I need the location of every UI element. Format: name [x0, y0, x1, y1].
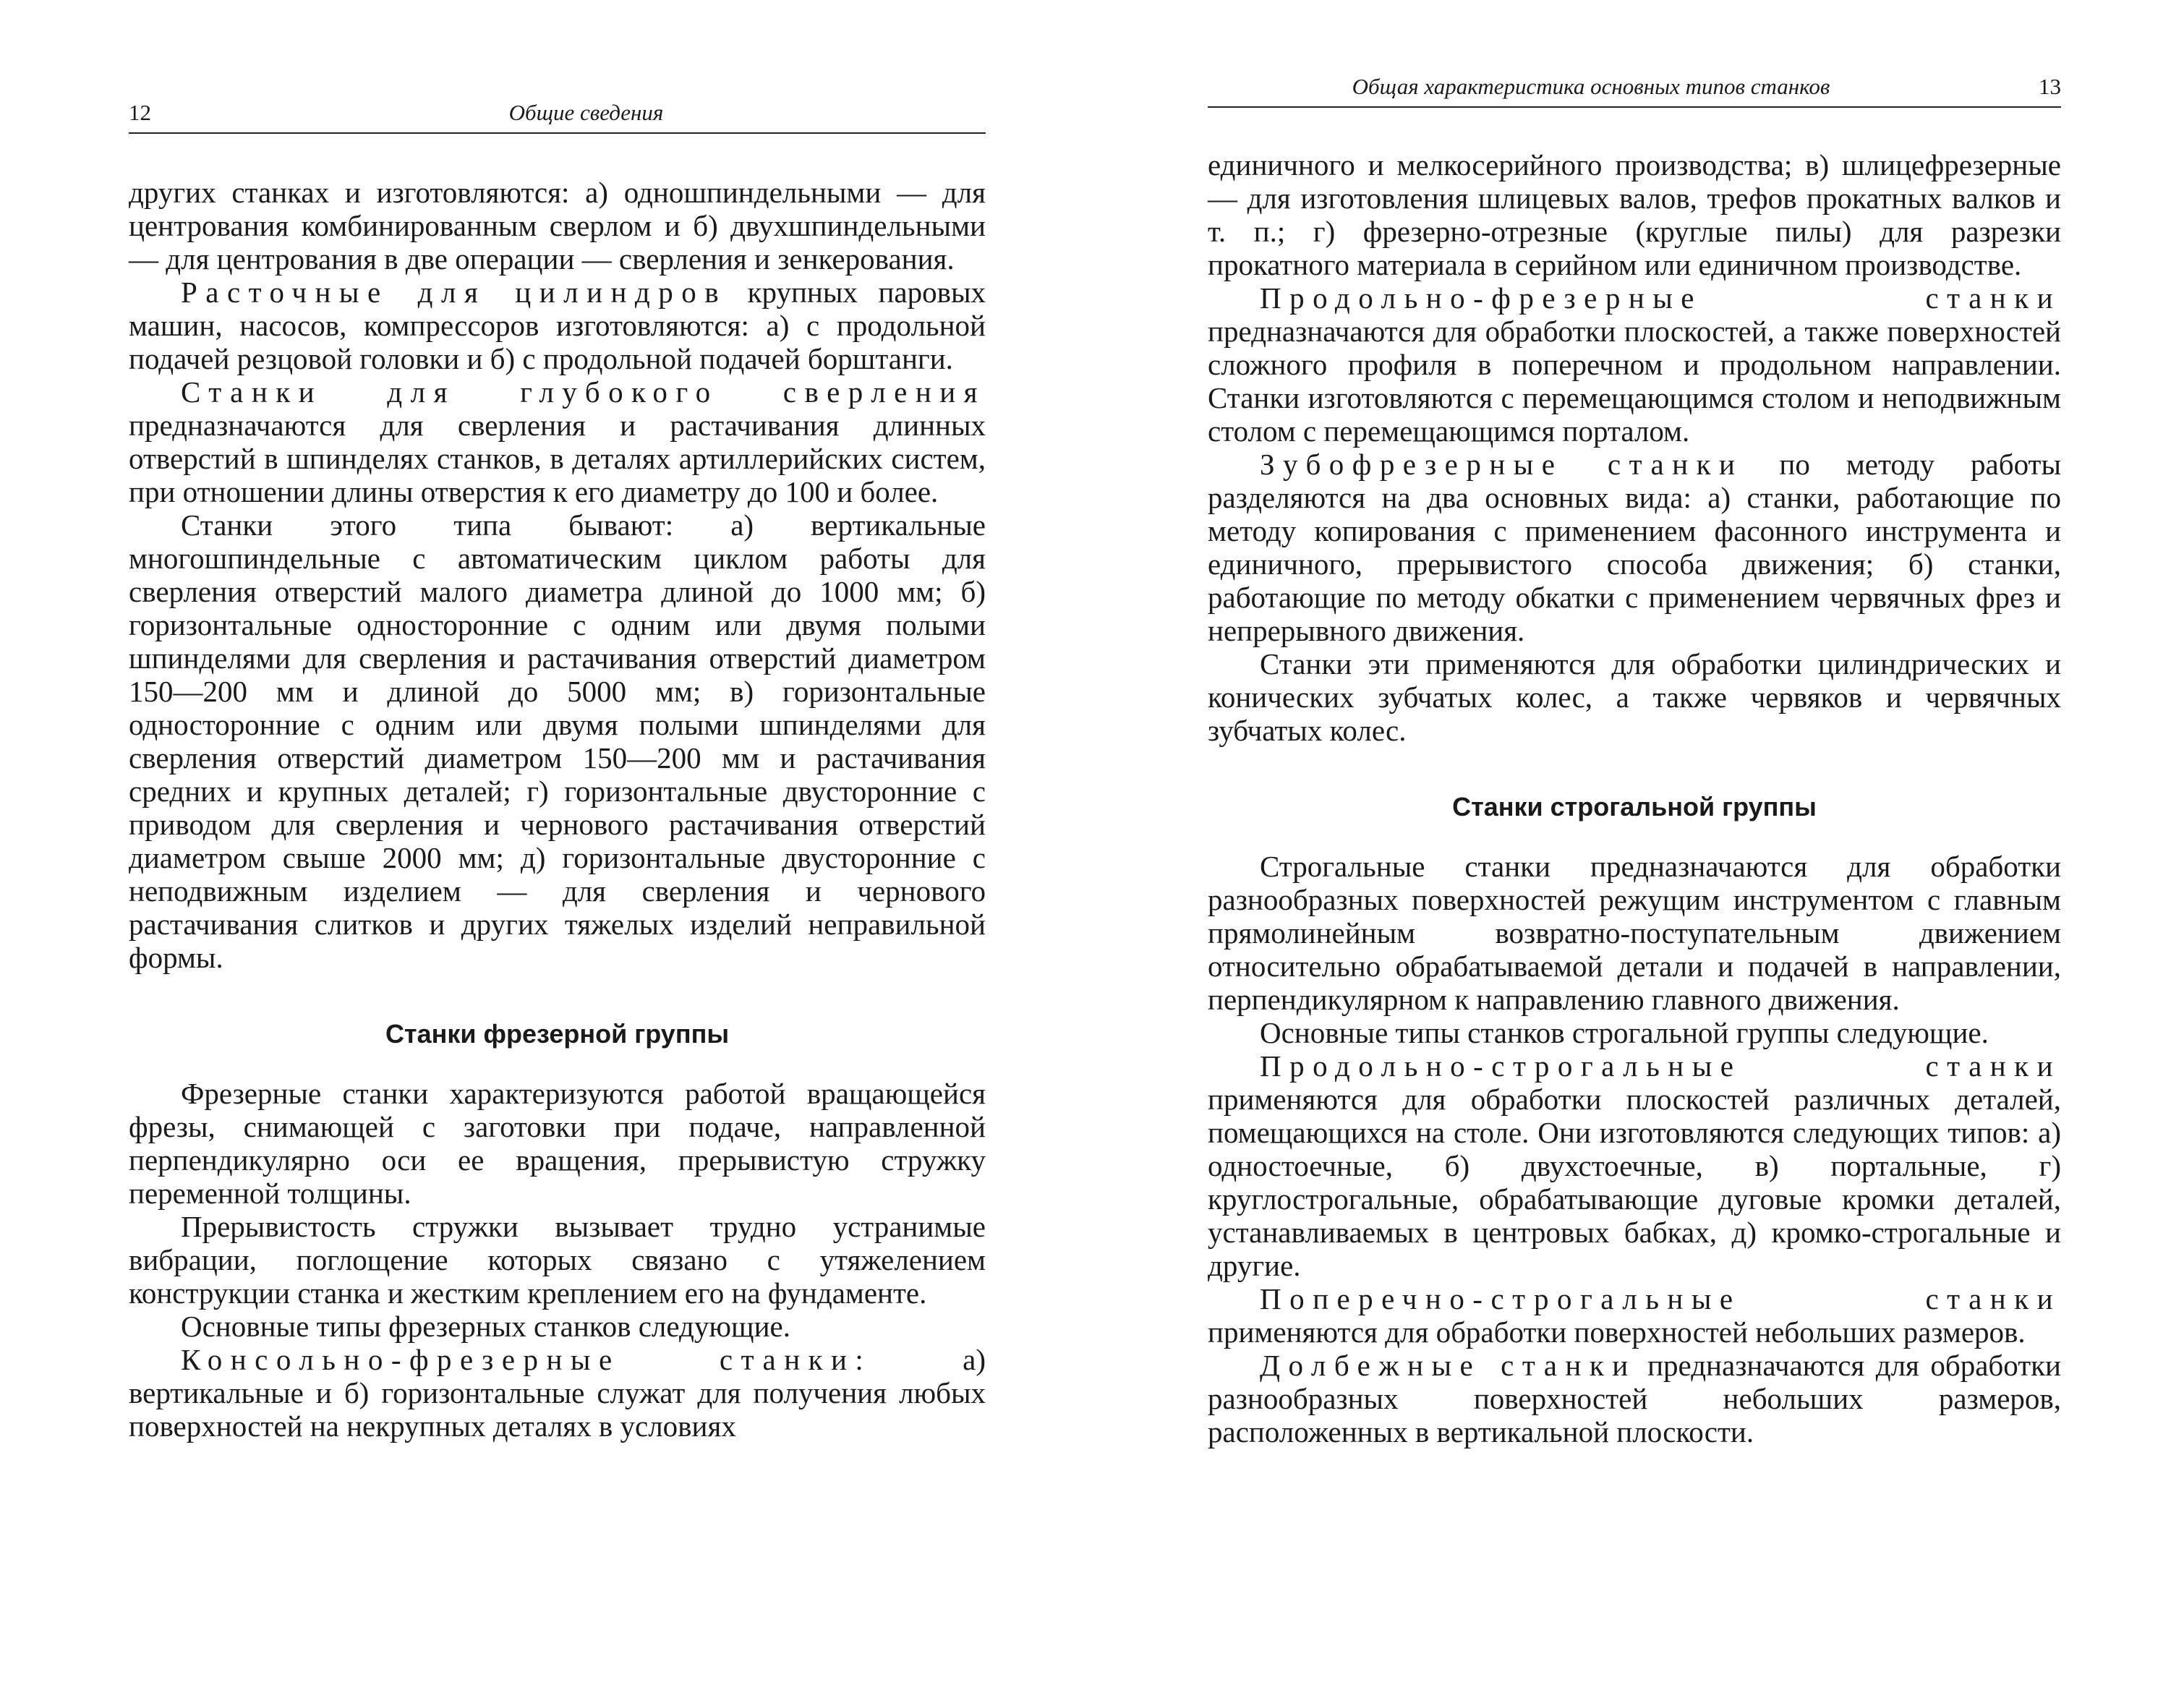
paragraph-text: предназначаются для сверления и растачивания длинных отверстий в шпинделях станков, в деталях артиллерийских систем, при отношении длины отверстия к его диаметру до 100 и более. — [129, 409, 986, 508]
page-number: 12 — [129, 100, 151, 125]
paragraph — [129, 1343, 986, 1443]
spaced-term: Расточные для цилиндров — [181, 276, 728, 309]
section-heading: Станки строгальной группы — [1452, 792, 1817, 822]
header-rule — [1208, 106, 2061, 108]
paragraph: Прерывистость стружки вызывает трудно устранимые вибрации, поглощение которых связано с утяжелением конструкции станка и жестким креплением его на фундаменте. — [129, 1210, 986, 1310]
left-page-header — [129, 98, 986, 127]
paragraph-text: по методу работы разделяются на два основных вида: а) станки, работающие по методу копирования с применением фасонного инструмента и единичного, прерывистого способа движения; б) станки, работающие по методу обкатки с применением червячных фрез и непрерывного движения. — [1208, 448, 2062, 647]
spaced-term: Зубофрезерные станки — [1260, 448, 1744, 481]
spaced-term: Продольно-строгальные станки — [1260, 1049, 2061, 1083]
paragraph-text: применяются для обработки плоскостей различных деталей, помещающихся на столе. Они изготовляются следующих типов: а) одностоечные, б) двухстоечные, в) портальные, г) круглострогальные, обрабатывающие дуговые кромки деталей, устанавливаемых в центровых бабках, д) кромко-строгальные и другие. — [1208, 1083, 2061, 1282]
left-page-body — [129, 176, 986, 1443]
paragraph — [1208, 1282, 2061, 1349]
spaced-term: Станки для глубокого сверления — [181, 375, 986, 409]
paragraph: других станках и изготовляются: а) одношпиндельными — для центрования комбинированным сверлом и б) двухшпиндельными — для центрования в две операции — сверления и зенкерования. — [129, 176, 986, 276]
right-page — [1208, 0, 2061, 1698]
paragraph — [1208, 448, 2061, 647]
spaced-term: Поперечно-строгальные станки — [1260, 1282, 2061, 1315]
running-head: Общие сведения — [508, 100, 664, 125]
right-page-header — [1208, 72, 2061, 101]
paragraph-text: крупных паровых машин, насосов, компрессоров изготовляются: а) с продольной подачей резцовой головки и б) с продольной подачей борштанги. — [129, 276, 986, 375]
right-page-body — [1208, 148, 2061, 1449]
spaced-term: Продольно-фрезерные станки — [1260, 281, 2061, 315]
paragraph — [129, 375, 986, 508]
spaced-term: Долбежные станки — [1260, 1349, 1637, 1382]
header-rule — [129, 132, 986, 134]
paragraph: Станки этого типа бывают: а) вертикальные многошпиндельные с автоматическим циклом работы для сверления отверстий малого диаметра длиной до 1000 мм; б) горизонтальные односторонние с одним или двумя полыми шпинделями для сверления и растачивания отверстий диаметром 150—200 мм и длиной до 5000 мм; в) горизонтальные односторонние с одним или двумя полыми шпинделями для сверления отверстий диаметром 150—200 мм и растачивания средних и крупных деталей; г) горизонтальные двусторонние с приводом для сверления и чернового растачивания отверстий диаметром свыше 2000 мм; д) горизонтальные двусторонние с неподвижным изделием — для сверления и чернового растачивания слитков и других тяжелых изделий неправильной формы. — [129, 508, 986, 974]
spaced-term: Консольно-фрезерные станки: — [181, 1343, 872, 1376]
page-number: 13 — [2039, 74, 2061, 99]
section-heading: Станки фрезерной группы — [385, 1019, 730, 1049]
paragraph: Основные типы станков строгальной группы следующие. — [1260, 1016, 1989, 1049]
running-head: Общая характеристика основных типов станков — [1352, 74, 1830, 99]
paragraph-text: применяются для обработки поверхностей небольших размеров. — [1208, 1315, 2026, 1349]
paragraph: Станки эти применяются для обработки цилиндрических и конических зубчатых колес, а также червяков и червячных зубчатых колес. — [1208, 647, 2061, 747]
paragraph: Основные типы фрезерных станков следующие. — [181, 1310, 791, 1343]
paragraph — [129, 276, 986, 375]
paragraph — [1208, 1349, 2061, 1449]
paragraph — [1208, 281, 2061, 448]
paragraph — [1208, 1049, 2061, 1282]
left-page — [129, 0, 986, 1698]
paragraph: Фрезерные станки характеризуются работой вращающейся фрезы, снимающей с заготовки при подаче, направленной перпендикулярно оси ее вращения, прерывистую стружку переменной толщины. — [129, 1077, 986, 1210]
paragraph-text: а) вертикальные и б) горизонтальные служат для получения любых поверхностей на некрупных деталях в условиях — [129, 1343, 986, 1443]
paragraph: единичного и мелкосерийного производства; в) шлицефрезерные — для изготовления шлицевых валов, трефов прокатных валков и т. п.; г) фрезерно-отрезные (круглые пилы) для разрезки прокатного материала в серийном или единичном производстве. — [1208, 148, 2061, 281]
paragraph-text: предназначаются для обработки плоскостей, а также поверхностей сложного профиля в поперечном и продольном направлении. Станки изготовляются с перемещающимся столом и неподвижным столом с перемещающимся порталом. — [1208, 315, 2061, 448]
paragraph: Строгальные станки предназначаются для обработки разнообразных поверхностей режущим инструментом с главным прямолинейным возвратно-поступательным движением относительно обрабатываемой детали и подачей в направлении, перпендикулярном к направлению главного движения. — [1208, 850, 2061, 1016]
paragraph-text: предназначаются для обработки разнообразных поверхностей небольших размеров, расположенных в вертикальной плоскости. — [1208, 1349, 2061, 1449]
